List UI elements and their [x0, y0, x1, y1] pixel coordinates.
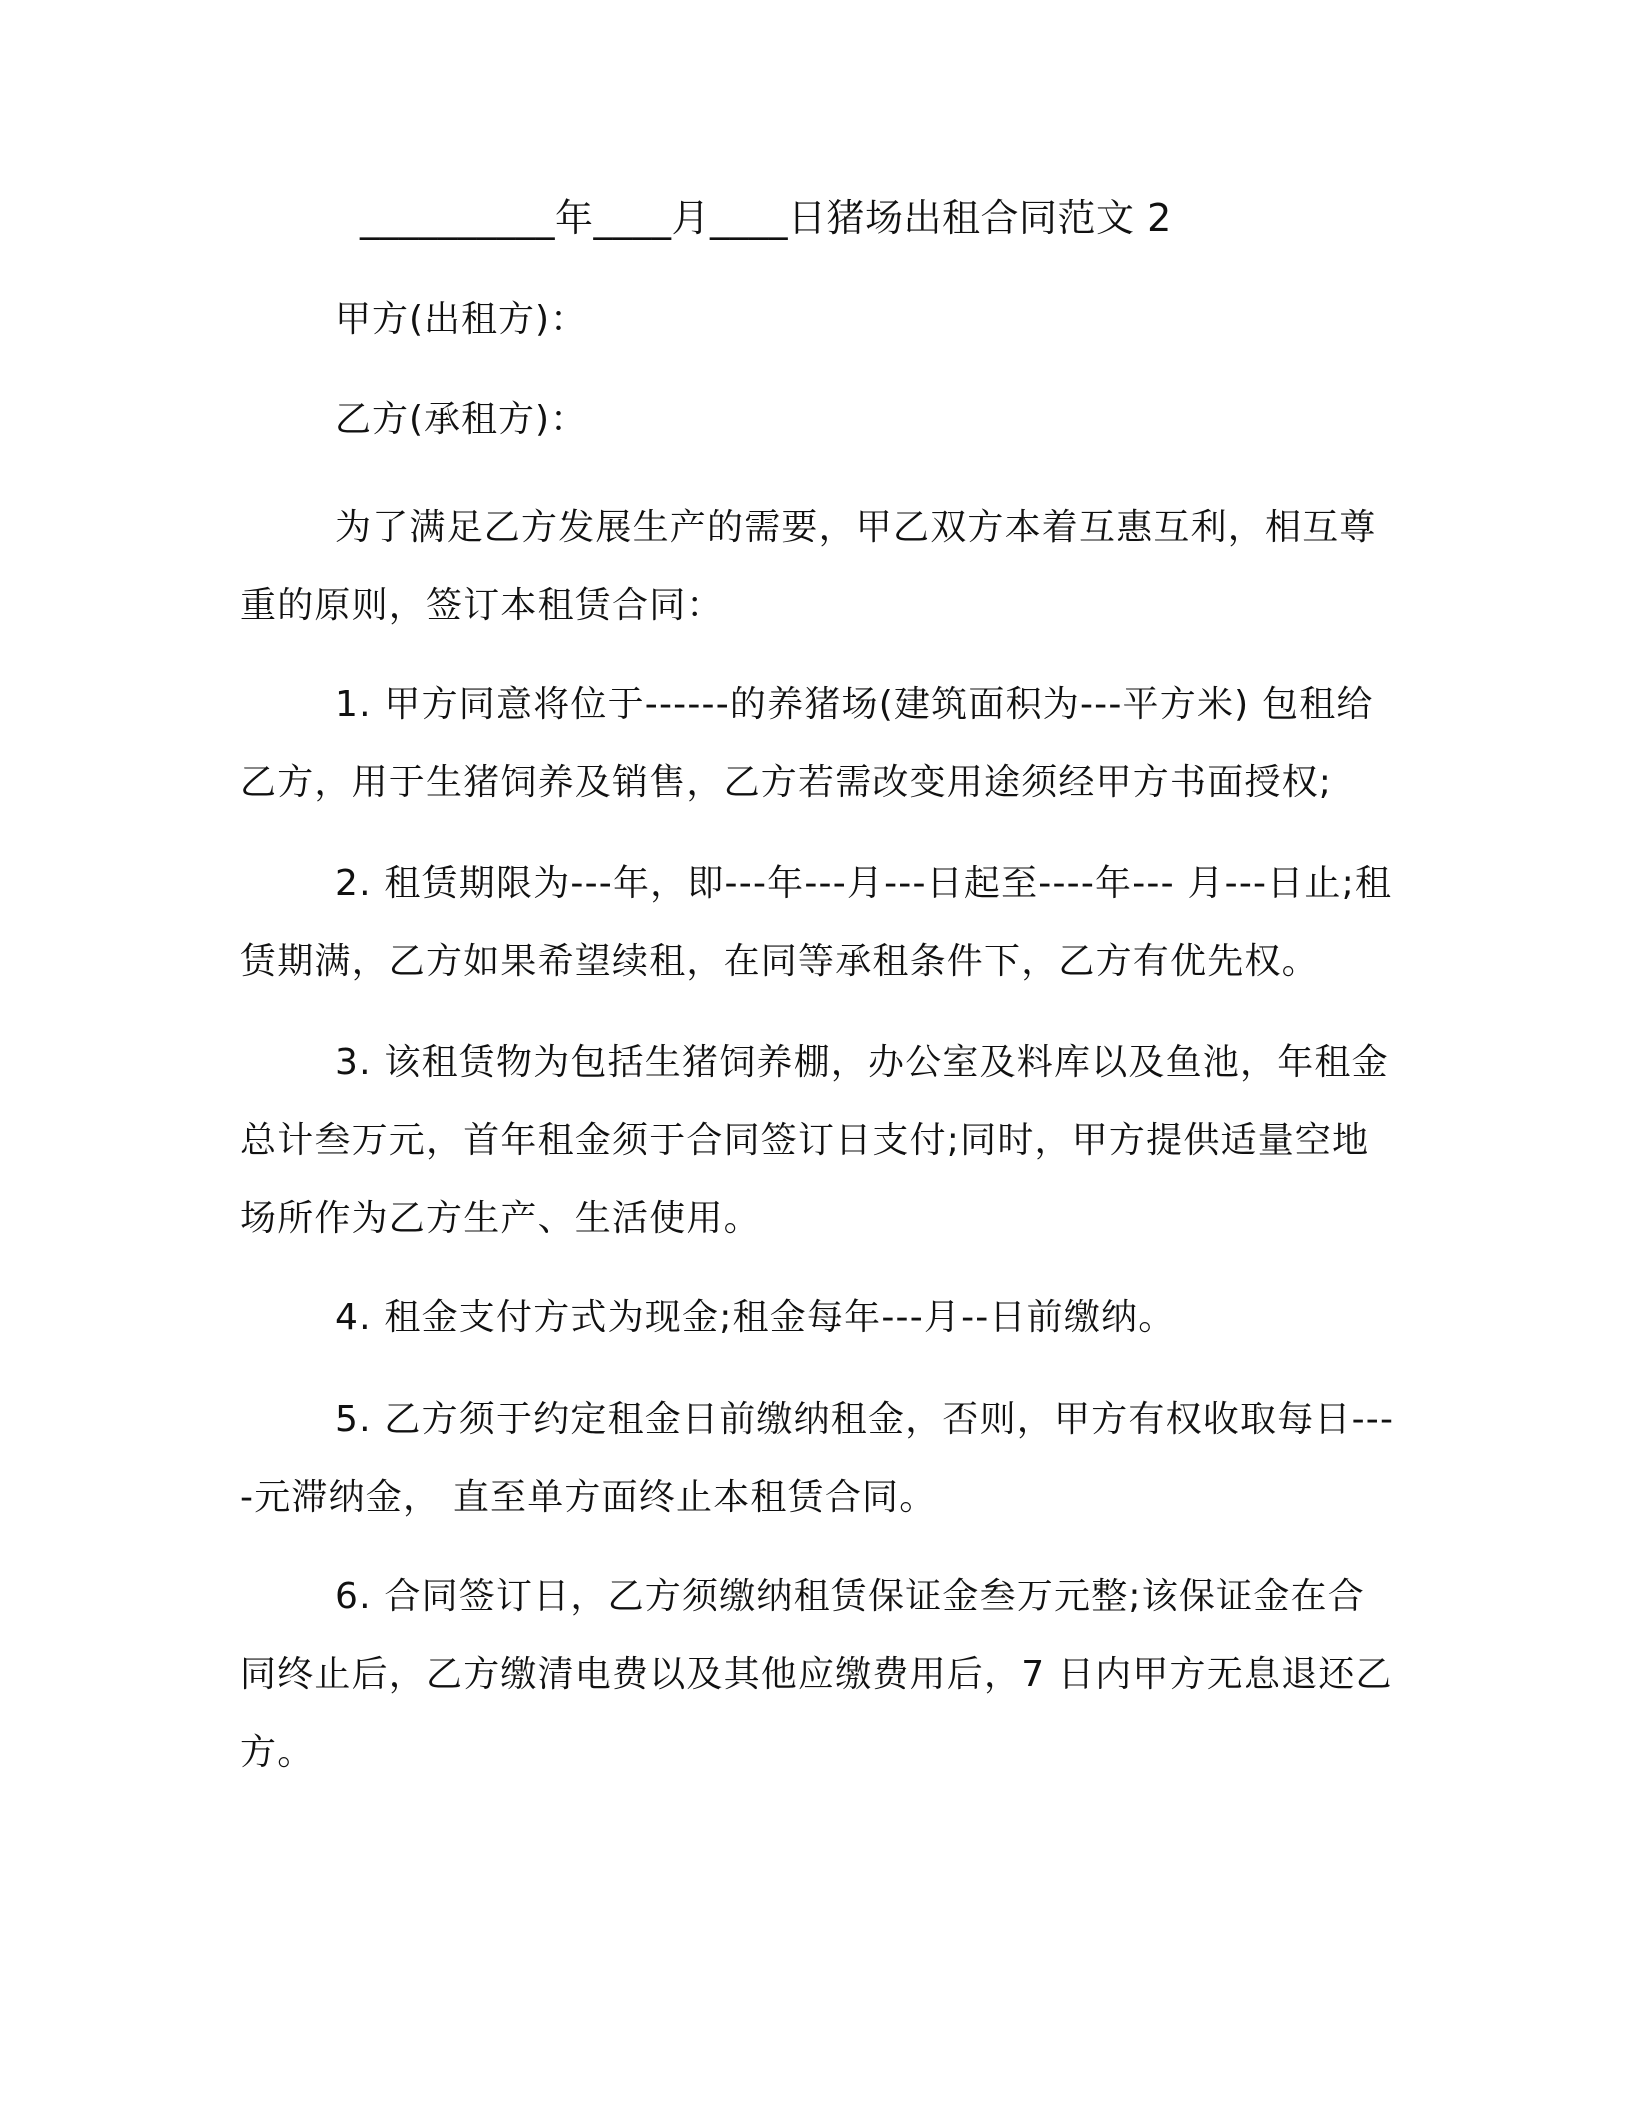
clause-3: 3. 该租赁物为包括生猪饲养棚，办公室及料库以及鱼池，年租金总计叁万元，首年租金须于合同签订日支付;同时，甲方提供适量空地场所作为乙方生产、生活使用。	[240, 1042, 1389, 1239]
clause-5: 5. 乙方须于约定租金日前缴纳租金，否则，甲方有权收取每日----元滞纳金， 直至单方面终止本租赁合同。	[240, 1399, 1395, 1518]
clause-6: 6. 合同签订日，乙方须缴纳租赁保证金叁万元整;该保证金在合同终止后，乙方缴清电费以及其他应缴费用后，7 日内甲方无息退还乙方。	[240, 1576, 1393, 1773]
party-b-line: 乙方(承租方)：	[335, 399, 588, 440]
clause-4: 4. 租金支付方式为现金;租金每年---月--日前缴纳。	[335, 1297, 1176, 1338]
preamble-paragraph: 为了满足乙方发展生产的需要，甲乙双方本着互惠互利，相互尊重的原则，签订本租赁合同：	[240, 507, 1377, 626]
clause-2: 2. 租赁期限为---年，即---年---月---日起至----年--- 月---日止;租赁期满，乙方如果希望续租，在同等承租条件下，乙方有优先权。	[240, 863, 1393, 982]
document-title: __________年____月____日猪场出租合同范文 2	[360, 196, 1172, 240]
party-a-line: 甲方(出租方)：	[335, 299, 588, 340]
clause-1: 1. 甲方同意将位于------的养猪场(建筑面积为---平方米) 包租给乙方，用于生猪饲养及销售，乙方若需改变用途须经甲方书面授权;	[240, 684, 1374, 803]
